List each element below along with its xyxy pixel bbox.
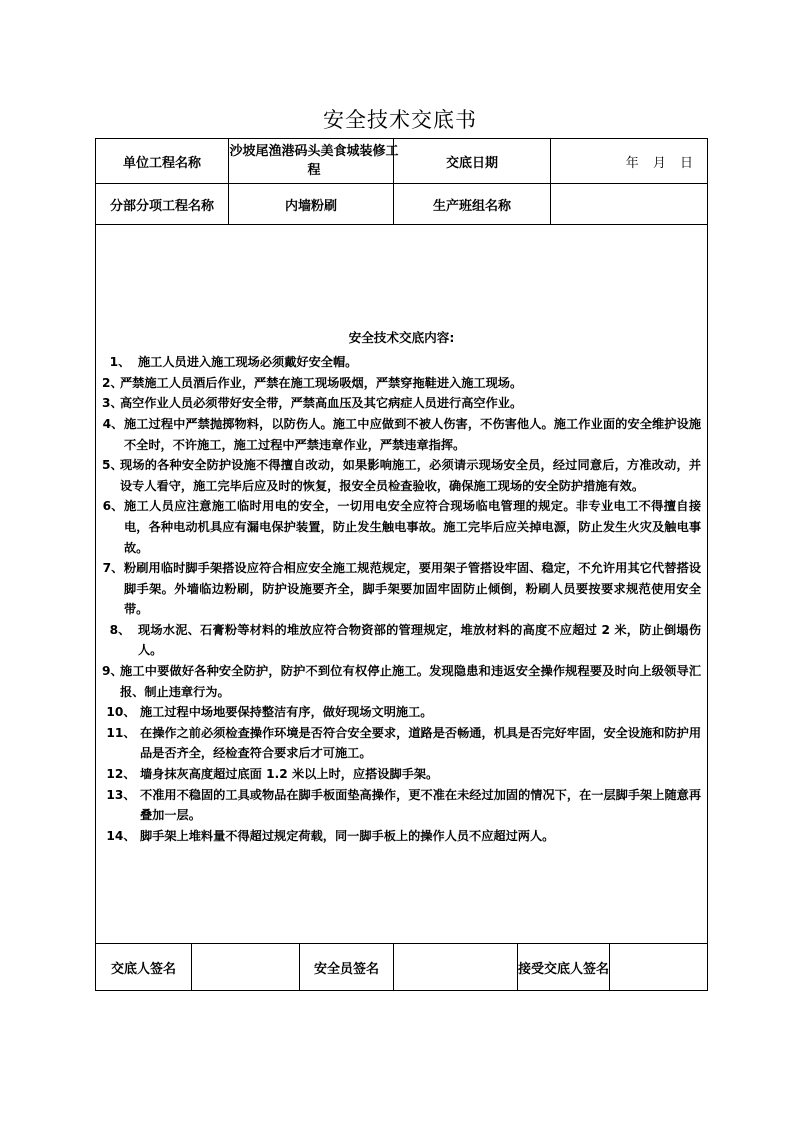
disclosure-item: [102, 702, 701, 723]
disclosure-item: [102, 373, 701, 394]
disclosure-item: [102, 723, 701, 764]
disclosure-item: [102, 826, 701, 847]
item-text: 在操作之前必须检查操作环境是否符合安全要求，道路是否畅通，机具是否完好牢固，安全设施和防护用品是否齐全，经检查符合要求后才可施工。: [140, 725, 702, 761]
team-name-value: [551, 184, 708, 225]
disclosure-items-list: [102, 352, 701, 846]
item-number: 1、: [109, 355, 131, 370]
item-text: 施工中要做好各种安全防护，防护不到位有权停止施工。发现隐患和违返安全操作规程要及时向上级领导汇报、制止违章行为。: [120, 664, 702, 699]
disclosure-date-label: 交底日期: [394, 139, 551, 184]
item-text: 不准用不稳固的工具或物品在脚手板面垫高操作，更不准在未经过加固的情况下，在一层脚手架上随意再叠加一层。: [140, 787, 702, 823]
item-text: 严禁施工人员酒后作业，严禁在施工现场吸烟，严禁穿拖鞋进入施工现场。: [120, 375, 523, 390]
item-text: 施工过程中严禁抛掷物料，以防伤人。施工中应做到不被人伤害，不伤害他人。施工作业面的安全维护设施不全时，不许施工，施工过程中严禁违章作业，严禁违章指挥。: [124, 416, 702, 452]
disclosure-date-value: 年 月 日: [551, 139, 708, 184]
item-number: 13、: [106, 787, 136, 802]
disclosure-item: [102, 414, 701, 455]
item-text: 高空作业人员必须带好安全带，严禁高血压及其它病症人员进行高空作业。: [120, 396, 523, 411]
item-number: 2、: [102, 375, 123, 390]
disclosure-item: [102, 496, 701, 558]
disclosure-item: [102, 620, 701, 661]
item-number: 7、: [102, 561, 124, 576]
item-text: 施工人员进入施工现场必须戴好安全帽。: [138, 355, 358, 370]
sub-project-label: 分部分项工程名称: [96, 184, 229, 225]
unit-name-value: 沙坡尾渔港码头美食城装修工程: [229, 139, 394, 184]
disclosure-item: [102, 764, 701, 785]
disclosure-item: [102, 455, 701, 496]
item-number: 5、: [102, 458, 123, 473]
item-text: 施工人员应注意施工临时用电的安全，一切用电安全应符合现场临电管理的规定。非专业电工不得擅自接电，各种电动机具应有漏电保护装置，防止发生触电事故。施工完毕后应关掉电源，防止发生火灾及触电事故。: [124, 499, 702, 555]
item-number: 6、: [102, 499, 124, 514]
item-number: 11、: [106, 725, 136, 740]
item-text: 粉刷用临时脚手架搭设应符合相应安全施工规范规定，要用架子管搭设牢固、稳定，不允许用其它代替搭设脚手架。外墙临边粉刷，防护设施要齐全，脚手架要加固牢固防止倾倒，粉刷人员要按要求规范使用安全带。: [124, 561, 702, 617]
receiver-signature-field[interactable]: [610, 944, 708, 991]
disclosure-item: [102, 393, 701, 414]
receiver-signature-label: 接受交底人签名: [518, 944, 610, 991]
team-name-label: 生产班组名称: [394, 184, 551, 225]
item-number: 9、: [102, 664, 123, 679]
safety-disclosure-table: [95, 138, 708, 991]
item-number: 12、: [106, 767, 136, 782]
item-number: 14、: [106, 828, 136, 843]
unit-name-label: 单位工程名称: [96, 139, 229, 184]
discloser-signature-field[interactable]: [192, 944, 300, 991]
content-heading: 安全技术交底内容:: [348, 329, 455, 345]
item-number: 4、: [102, 416, 124, 431]
item-text: 墙身抹灰高度超过底面 1.2 米以上时，应搭设脚手架。: [140, 767, 439, 782]
disclosure-item: [102, 558, 701, 620]
item-number: 8、: [109, 622, 131, 637]
item-number: 3、: [102, 396, 123, 411]
item-text: 现场水泥、石膏粉等材料的堆放应符合物资部的管理规定，堆放材料的高度不应超过 2 米，防止倒塌伤人。: [138, 622, 702, 658]
item-text: 脚手架上堆料量不得超过规定荷载，同一脚手板上的操作人员不应超过两人。: [140, 828, 555, 843]
disclosure-item: [102, 352, 701, 373]
disclosure-item: [102, 785, 701, 826]
item-text: 现场的各种安全防护设施不得擅自改动，如果影响施工，必须请示现场安全员，经过同意后，方准改动，并设专人看守，施工完毕后应及时的恢复，报安全员检查验收，确保施工现场的安全防护措施有效。: [120, 458, 702, 493]
sub-project-value: 内墙粉刷: [229, 184, 394, 225]
disclosure-content: [96, 322, 707, 847]
disclosure-item: [102, 661, 701, 702]
safety-officer-signature-field[interactable]: [394, 944, 518, 991]
item-number: 10、: [106, 705, 136, 720]
document-title: 安全技术交底书: [323, 108, 477, 132]
disclosure-content-cell: [96, 225, 708, 944]
safety-officer-signature-label: 安全员签名: [300, 944, 394, 991]
item-text: 施工过程中场地要保持整洁有序，做好现场文明施工。: [140, 705, 433, 720]
discloser-signature-label: 交底人签名: [96, 944, 192, 991]
